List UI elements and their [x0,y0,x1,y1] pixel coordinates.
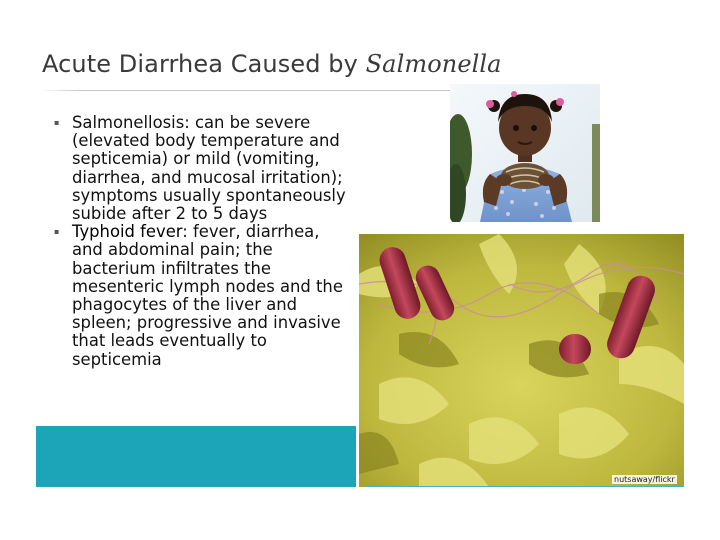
bullet-list [52,114,352,369]
bullet-text: : fever, diarrhea, and abdominal pain; the bacterium infiltrates the mesenteric lymph nodes and the phagocytes of the liver and spleen; progressive and invasive that leads eventually to septicemia [72,222,343,369]
child-photo [450,84,600,222]
bullet-item-typhoid [52,223,352,369]
bullet-text: Salmonellosis: can be severe (elevated body temperature and septicemia) or mild (vomiting, diarrhea, and mucosal irritation); symptoms usually spontaneously subide after 2 to 5 days [72,113,346,224]
salmonella-micrograph [359,234,684,487]
micrograph-image [359,234,684,487]
image-border-line [366,486,684,487]
bullet-item-salmonellosis [52,114,352,223]
slide-title [42,50,502,78]
accent-band [36,426,356,487]
slide-title-italic: Salmonella [365,50,502,78]
child-photo-image [450,84,600,222]
salmonella-bacterium-lower [559,334,591,364]
slide-title-text: Acute Diarrhea Caused by [42,50,366,78]
image-credit: nutsaway/flickr [614,475,675,484]
bullet-term: Typhoid fever [72,222,183,242]
